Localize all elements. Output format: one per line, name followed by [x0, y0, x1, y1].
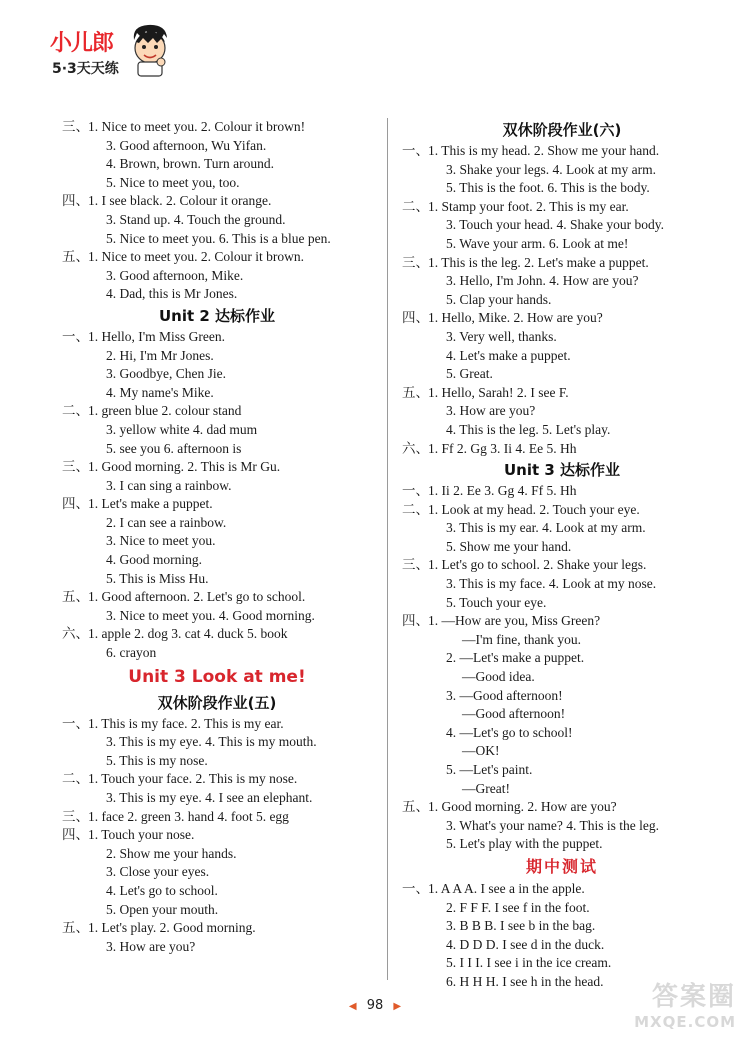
answer-line — [62, 365, 372, 384]
answer-line — [62, 118, 372, 137]
answer-text: 3. This is my eye. 4. I see an elephant. — [106, 790, 313, 805]
answer-text: 4. Good morning. — [106, 552, 202, 568]
section-number: 一、 — [402, 880, 429, 896]
answer-line — [402, 179, 722, 198]
answer-line — [402, 954, 722, 973]
answer-line — [62, 155, 372, 174]
answer-text: 1. Touch your nose. — [88, 827, 195, 843]
answer-line — [62, 733, 372, 752]
answer-text: 3. How are you? — [446, 403, 536, 419]
section-number: 三、 — [62, 808, 89, 824]
answer-line — [402, 272, 722, 291]
section-number: 三、 — [402, 254, 429, 270]
answer-text: 2. Hi, I'm Mr Jones. — [106, 347, 214, 363]
answer-text: —Great! — [462, 780, 510, 796]
answer-line — [62, 845, 372, 864]
answer-text: 4. This is the leg. 5. Let's play. — [446, 421, 611, 437]
answer-line — [402, 421, 722, 440]
answer-text: 1. I see black. 2. Colour it orange. — [88, 193, 272, 209]
answer-text: 6. crayon — [106, 645, 157, 661]
answer-text: 6. H H H. I see h in the head. — [446, 973, 604, 989]
answer-line — [402, 612, 722, 631]
answer-text: 3. This is my face. 4. Look at my nose. — [446, 576, 657, 592]
answer-text: 5. This is my nose. — [106, 752, 208, 768]
answer-text: 1. This is the leg. 2. Let's make a puppet. — [428, 254, 649, 270]
logo-subtitle: 5·3天天练 — [52, 61, 119, 77]
answer-line — [402, 519, 722, 538]
section-number: 三、 — [62, 459, 89, 475]
section-number: 六、 — [62, 626, 89, 642]
section-number: 一、 — [402, 143, 429, 158]
answer-text: 3. —Good afternoon! — [446, 687, 563, 703]
answer-line — [402, 501, 722, 520]
prev-page-icon[interactable]: ◀ — [348, 1001, 357, 1012]
answer-line — [62, 901, 372, 920]
answer-line — [62, 192, 372, 211]
answer-text: 5. Wave your arm. 6. Look at me! — [446, 235, 629, 251]
answer-line — [62, 267, 372, 286]
answer-block — [402, 142, 722, 458]
answer-text: 1. Ff 2. Gg 3. Ii 4. Ee 5. Hh — [428, 440, 577, 456]
answer-text: 1. Hello, Sarah! 2. I see F. — [428, 384, 569, 400]
answer-line — [62, 440, 372, 459]
section-number: 六、 — [402, 440, 429, 456]
answer-text: 5. Great. — [446, 366, 493, 382]
exam-title: 期中测试 — [525, 856, 598, 876]
answer-text: 3. I can sing a rainbow. — [106, 477, 232, 493]
section-number: 一、 — [62, 328, 89, 344]
answer-text: 3. Close your eyes. — [106, 864, 210, 880]
answer-text: 3. Shake your legs. 4. Look at my arm. — [446, 161, 656, 177]
answer-text: 1. Ii 2. Ee 3. Gg 4. Ff 5. Hh — [428, 483, 577, 499]
answer-line — [402, 761, 722, 780]
answer-line — [62, 770, 372, 789]
answer-text: 3. Goodbye, Chen Jie. — [106, 366, 226, 382]
answer-line — [62, 882, 372, 901]
answer-text: 1. Good afternoon. 2. Let's go to school. — [88, 589, 306, 605]
answer-text: 1. Nice to meet you. 2. Colour it brown. — [88, 249, 304, 265]
answer-text: 5. Nice to meet you. 6. This is a blue pen. — [106, 230, 331, 246]
answer-line — [402, 594, 722, 613]
answer-text: 1. Good morning. 2. How are you? — [428, 799, 617, 815]
answer-text: 1. face 2. green 3. hand 4. foot 5. egg — [88, 808, 289, 824]
answer-line — [402, 742, 722, 761]
section-number: 五、 — [62, 589, 89, 605]
answer-line — [62, 402, 372, 421]
answer-line — [62, 384, 372, 403]
answer-text: 1. apple 2. dog 3. cat 4. duck 5. book — [88, 626, 288, 642]
answer-text: 4. Let's make a puppet. — [446, 347, 571, 363]
answer-block — [62, 715, 372, 957]
section-number: 一、 — [62, 715, 89, 731]
answer-text: —I'm fine, thank you. — [462, 631, 582, 647]
answer-text: 3. Very well, thanks. — [446, 328, 557, 344]
answer-line — [402, 328, 722, 347]
answer-text: —Good idea. — [462, 669, 535, 685]
answer-text: 1. This is my head. 2. Show me your hand. — [428, 143, 660, 158]
section-heading: Unit 2 达标作业 — [158, 306, 276, 325]
answer-line — [62, 532, 372, 551]
page-number: 98 — [366, 998, 384, 1013]
answer-text: 1. This is my face. 2. This is my ear. — [88, 715, 284, 731]
answer-text: 4. Brown, brown. Turn around. — [106, 156, 275, 172]
answer-text: 4. Dad, this is Mr Jones. — [106, 286, 238, 302]
answer-line — [402, 216, 722, 235]
answer-text: 3. Nice to meet you. 4. Good morning. — [106, 607, 315, 623]
answer-line — [402, 142, 722, 161]
answer-text: 2. I can see a rainbow. — [106, 514, 227, 530]
answer-block — [62, 328, 372, 663]
answer-line — [62, 248, 372, 267]
section-number: 四、 — [62, 827, 89, 843]
answer-text: 5. This is Miss Hu. — [106, 570, 209, 586]
answer-line — [402, 649, 722, 668]
answer-block — [402, 880, 722, 992]
answer-text: 3. Touch your head. 4. Shake your body. — [446, 217, 665, 233]
answer-text: 3. Hello, I'm John. 4. How are you? — [446, 273, 639, 289]
answer-text: 1. Touch your face. 2. This is my nose. — [88, 771, 298, 787]
answer-text: 3. yellow white 4. dad mum — [106, 421, 258, 437]
answer-line — [62, 174, 372, 193]
section-number: 四、 — [62, 193, 89, 209]
answer-text: 5. This is the foot. 6. This is the body. — [446, 180, 650, 196]
answer-text: —Good afternoon! — [462, 706, 566, 722]
answer-text: 1. Look at my head. 2. Touch your eye. — [428, 501, 640, 517]
answer-line — [402, 780, 722, 799]
answer-line — [62, 625, 372, 644]
answer-line — [402, 575, 722, 594]
section-number: 一、 — [402, 483, 429, 499]
answer-line — [402, 235, 722, 254]
answer-line — [402, 936, 722, 955]
answer-line — [402, 161, 722, 180]
section-number: 三、 — [62, 119, 89, 134]
answer-line — [62, 285, 372, 304]
answer-text: 1. Good morning. 2. This is Mr Gu. — [88, 459, 281, 475]
answer-text: 4. Let's go to school. — [106, 882, 218, 898]
logo-title: 小儿郎 — [50, 31, 114, 56]
answer-text: 5. I I I. I see i in the ice cream. — [446, 955, 612, 971]
answer-line — [62, 789, 372, 808]
answer-text: 4. —Let's go to school! — [446, 724, 573, 740]
answer-line — [62, 347, 372, 366]
answer-line — [62, 230, 372, 249]
section-number: 二、 — [402, 501, 429, 517]
answer-line — [402, 835, 722, 854]
answer-text: 2. —Let's make a puppet. — [446, 650, 585, 666]
watermark-url: MXQE.COM — [634, 1013, 736, 1031]
answer-text: 3. Nice to meet you. — [106, 533, 216, 549]
answer-text: 3. Good afternoon, Mike. — [106, 267, 244, 283]
section-number: 四、 — [402, 613, 429, 629]
answer-text: 3. Good afternoon, Wu Yifan. — [106, 137, 267, 153]
section-number: 二、 — [402, 198, 429, 214]
answer-line — [62, 328, 372, 347]
answer-text: 1. A A A. I see a in the apple. — [428, 880, 585, 896]
section-heading: Unit 3 达标作业 — [503, 461, 621, 480]
answer-line — [62, 715, 372, 734]
answer-line — [402, 198, 722, 217]
answer-text: 3. B B B. I see b in the bag. — [446, 918, 596, 934]
answer-text: 1. —How are you, Miss Green? — [428, 613, 601, 629]
left-column — [62, 118, 372, 956]
answer-text: 5. Open your mouth. — [106, 901, 219, 917]
answer-line — [62, 808, 372, 827]
answer-line — [402, 309, 722, 328]
answer-line — [402, 402, 722, 421]
answer-block — [402, 482, 722, 854]
answer-line — [62, 477, 372, 496]
answer-text: 5. Clap your hands. — [446, 291, 552, 307]
answer-text: 3. Stand up. 4. Touch the ground. — [106, 211, 286, 227]
watermark-title: 答案圈 — [651, 982, 736, 1012]
answer-text: 1. Let's make a puppet. — [88, 496, 213, 512]
answer-line — [62, 607, 372, 626]
section-number: 三、 — [402, 557, 429, 573]
answer-line — [62, 863, 372, 882]
answer-line — [402, 705, 722, 724]
answer-text: 4. D D D. I see d in the duck. — [446, 936, 605, 952]
answer-line — [402, 917, 722, 936]
section-number: 五、 — [62, 920, 89, 936]
section-number: 五、 — [402, 799, 429, 815]
section-number: 五、 — [402, 384, 429, 400]
answer-text: 1. Let's play. 2. Good morning. — [88, 920, 256, 936]
answer-line — [402, 254, 722, 273]
answer-line — [62, 938, 372, 957]
answer-line — [402, 899, 722, 918]
answer-text: 1. green blue 2. colour stand — [88, 403, 242, 419]
answer-line — [62, 826, 372, 845]
logo — [38, 22, 178, 84]
answer-line — [62, 495, 372, 514]
answer-text: 3. How are you? — [106, 938, 196, 954]
answer-text: 5. Nice to meet you, too. — [106, 174, 240, 190]
answer-text: 5. see you 6. afternoon is — [106, 440, 242, 456]
answer-text: 3. What's your name? 4. This is the leg. — [446, 817, 660, 833]
answer-line — [402, 440, 722, 459]
answer-text: 2. Show me your hands. — [106, 845, 237, 861]
section-number: 四、 — [62, 496, 89, 512]
answer-text: 5. Let's play with the puppet. — [446, 836, 603, 852]
answer-text: —OK! — [462, 743, 500, 759]
answer-line — [402, 880, 722, 899]
answer-line — [62, 570, 372, 589]
answer-text: 4. My name's Mike. — [106, 384, 214, 400]
answer-line — [402, 631, 722, 650]
answer-line — [402, 724, 722, 743]
answer-line — [62, 211, 372, 230]
answer-text: 1. Let's go to school. 2. Shake your legs. — [428, 557, 647, 573]
watermark — [634, 976, 736, 1031]
answer-text: 1. Stamp your foot. 2. This is my ear. — [428, 198, 629, 214]
answer-line — [62, 644, 372, 663]
answer-line — [402, 556, 722, 575]
answer-line — [402, 384, 722, 403]
answer-line — [62, 919, 372, 938]
answer-line — [62, 421, 372, 440]
answer-text: 5. Touch your eye. — [446, 594, 547, 610]
section-number: 四、 — [402, 310, 429, 326]
answer-line — [402, 538, 722, 557]
unit-title: Unit 3 Look at me! — [128, 666, 306, 687]
answer-text: 3. This is my ear. 4. Look at my arm. — [446, 520, 646, 536]
answer-line — [62, 752, 372, 771]
right-column — [402, 118, 722, 992]
answer-text: 5. Show me your hand. — [446, 538, 572, 554]
section-number: 二、 — [62, 403, 89, 419]
answer-line — [402, 347, 722, 366]
answer-text: 2. F F F. I see f in the foot. — [446, 899, 590, 915]
next-page-icon[interactable]: ▶ — [393, 1001, 402, 1012]
answer-block — [62, 118, 372, 304]
answer-line — [402, 817, 722, 836]
answer-line — [62, 458, 372, 477]
cartoon-boy-icon — [128, 22, 172, 78]
answer-text: 1. Hello, Mike. 2. How are you? — [428, 310, 603, 326]
section-number: 五、 — [62, 249, 89, 265]
section-number: 二、 — [62, 771, 89, 787]
answer-line — [402, 365, 722, 384]
answer-line — [402, 482, 722, 501]
answer-text: 1. Hello, I'm Miss Green. — [88, 328, 226, 344]
answer-line — [62, 514, 372, 533]
answer-line — [62, 588, 372, 607]
answer-line — [402, 798, 722, 817]
answer-line — [62, 551, 372, 570]
answer-text: 5. —Let's paint. — [446, 762, 533, 777]
section-heading: 双休阶段作业(六) — [502, 121, 622, 139]
answer-line — [402, 668, 722, 687]
answer-text: 1. Nice to meet you. 2. Colour it brown! — [88, 119, 306, 134]
section-heading: 双休阶段作业(五) — [157, 693, 277, 712]
answer-line — [402, 687, 722, 706]
answer-text: 3. This is my eye. 4. This is my mouth. — [106, 734, 317, 750]
answer-line — [402, 291, 722, 310]
column-divider — [387, 118, 388, 980]
answer-line — [62, 137, 372, 156]
